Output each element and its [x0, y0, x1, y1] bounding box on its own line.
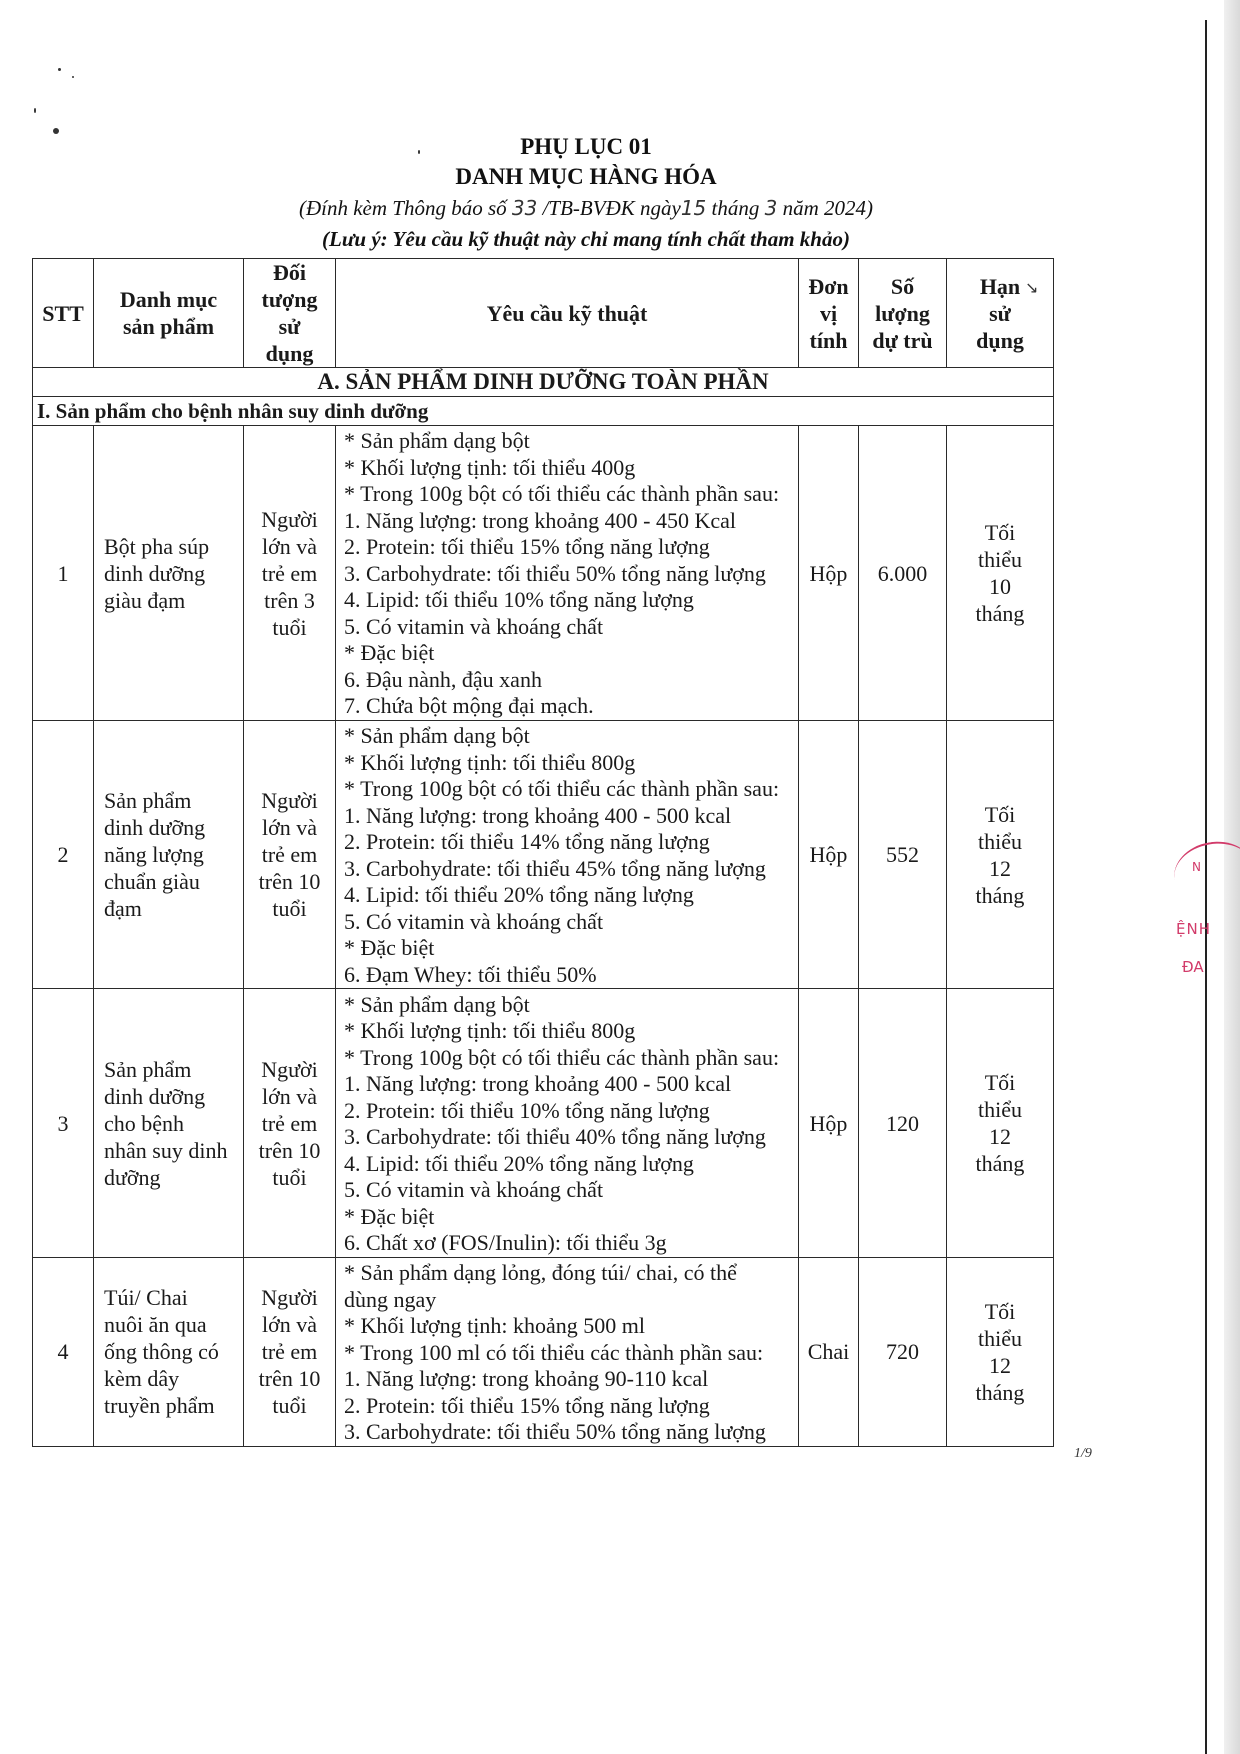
- cell-unit: Hộp: [799, 989, 859, 1258]
- expiry-line: tháng: [975, 601, 1025, 626]
- product-line: Sản phẩm: [104, 1056, 192, 1082]
- target-line: tuổi: [272, 1393, 307, 1419]
- spec-line: 5. Có vitamin và khoáng chất: [344, 908, 604, 934]
- cell-spec: [336, 1258, 799, 1447]
- scan-speck: [72, 76, 74, 78]
- spec-line: 2. Protein: tối thiểu 15% tổng năng lượng: [344, 1392, 710, 1418]
- target-line: Người: [261, 788, 318, 813]
- cell-quantity: 720: [859, 1258, 947, 1447]
- spec-line: 1. Năng lượng: trong khoảng 90-110 kcal: [344, 1366, 709, 1391]
- cell-spec: [336, 426, 799, 721]
- spec-line: 2. Protein: tối thiểu 15% tổng năng lượng: [344, 534, 710, 560]
- target-line: trẻ em: [261, 560, 318, 586]
- spec-line: * Sản phẩm dạng bột: [344, 991, 530, 1017]
- cell-target: [244, 721, 336, 989]
- spec-line: 1. Năng lượng: trong khoảng 400 - 450 Kcal: [344, 507, 736, 533]
- reference-note: (Lưu ý: Yêu cầu kỹ thuật này chỉ mang tính chất tham khảo): [322, 227, 850, 251]
- product-line: Sản phẩm: [104, 788, 192, 813]
- page-number: 1/9: [1074, 1446, 1092, 1461]
- scan-speck: [34, 108, 36, 113]
- spec-line: 1. Năng lượng: trong khoảng 400 - 500 kcal: [344, 802, 732, 828]
- target-line: tuổi: [272, 896, 307, 921]
- expiry-line: tháng: [975, 1151, 1025, 1176]
- spec-line: 2. Protein: tối thiểu 14% tổng năng lượng: [344, 829, 710, 854]
- cell-stt: 4: [33, 1258, 94, 1447]
- handwritten-mark: ↘: [1025, 278, 1039, 297]
- scan-speck: [58, 68, 61, 71]
- product-line: kèm dây: [104, 1366, 180, 1392]
- table-row: [33, 1258, 1054, 1447]
- spec-line: dùng ngay: [344, 1286, 437, 1312]
- cell-expiry: [947, 721, 1054, 989]
- target-line: Người: [261, 1056, 318, 1082]
- spec-line: * Đặc biệt: [344, 640, 435, 666]
- spec-line: 1. Năng lượng: trong khoảng 400 - 500 kcal: [344, 1071, 732, 1096]
- spec-line: * Đặc biệt: [344, 935, 435, 960]
- cell-quantity: 6.000: [859, 426, 947, 721]
- spec-line: 4. Lipid: tối thiểu 20% tổng năng lượng: [344, 882, 694, 907]
- expiry-line: tháng: [975, 1379, 1025, 1405]
- product-line: dinh dưỡng: [104, 1083, 206, 1109]
- spec-line: * Khối lượng tịnh: tối thiểu 800g: [344, 749, 636, 775]
- spec-line: 7. Chứa bột mộng đại mạch.: [344, 693, 594, 719]
- target-line: trẻ em: [261, 842, 318, 867]
- cell-product: [94, 989, 244, 1258]
- spec-line: * Trong 100g bột có tối thiểu các thành phần sau:: [344, 1044, 780, 1070]
- attachment-reference: [0, 195, 1172, 221]
- cell-quantity: 552: [859, 721, 947, 989]
- cell-unit: Hộp: [799, 426, 859, 721]
- cell-expiry: [947, 989, 1054, 1258]
- expiry-line: thiểu: [978, 1097, 1022, 1122]
- cell-target: [244, 426, 336, 721]
- cell-spec: [336, 721, 799, 989]
- goods-table: [32, 258, 1054, 1447]
- product-line: dinh dưỡng: [104, 815, 206, 840]
- expiry-line: thiểu: [978, 1325, 1022, 1351]
- spec-line: * Trong 100g bột có tối thiểu các thành phần sau:: [344, 481, 780, 507]
- attachment-suffix: năm 2024): [777, 196, 874, 220]
- product-line: Bột pha súp: [104, 533, 210, 559]
- spec-line: 4. Lipid: tối thiểu 20% tổng năng lượng: [344, 1150, 694, 1176]
- product-line: giàu đạm: [104, 587, 186, 613]
- stamp-text: N: [1192, 860, 1201, 874]
- spec-line: 3. Carbohydrate: tối thiểu 40% tổng năng lượng: [344, 1124, 766, 1149]
- subsection-i-heading: I. Sản phẩm cho bệnh nhân suy dinh dưỡng: [33, 397, 1054, 426]
- expiry-line: tháng: [975, 882, 1025, 908]
- target-line: trên 10: [258, 869, 321, 894]
- expiry-line: 10: [989, 574, 1011, 599]
- spec-line: * Trong 100 ml có tối thiểu các thành phần sau:: [344, 1339, 764, 1365]
- product-line: nuôi ăn qua: [104, 1312, 207, 1338]
- expiry-line: Tối: [984, 1070, 1016, 1095]
- attachment-mid: tháng: [706, 196, 765, 220]
- spec-line: * Đặc biệt: [344, 1203, 435, 1229]
- product-line: cho bệnh: [104, 1110, 185, 1136]
- notice-day: 15: [680, 196, 707, 220]
- cell-unit: Chai: [799, 1258, 859, 1447]
- target-line: lớn và: [261, 533, 317, 559]
- target-line: trên 10: [258, 1137, 321, 1163]
- spec-line: * Khối lượng tịnh: tối thiểu 400g: [344, 454, 636, 480]
- expiry-line: 12: [989, 855, 1011, 881]
- cell-spec: [336, 989, 799, 1258]
- product-line: chuẩn giàu: [104, 869, 200, 894]
- expiry-line: thiểu: [978, 547, 1022, 572]
- stamp-text: ỆNH: [1176, 920, 1211, 938]
- expiry-line: Tối: [984, 801, 1016, 827]
- target-line: trẻ em: [261, 1339, 318, 1365]
- table-row: [33, 989, 1054, 1258]
- spec-line: * Khối lượng tịnh: tối thiểu 800g: [344, 1018, 636, 1043]
- product-line: năng lượng: [104, 842, 204, 867]
- expiry-line: 12: [989, 1352, 1011, 1378]
- spec-line: 6. Đậu nành, đậu xanh: [344, 666, 542, 692]
- target-line: trên 10: [258, 1366, 321, 1392]
- target-line: Người: [261, 1285, 318, 1311]
- cell-stt: 1: [33, 426, 94, 721]
- col-header-stt: STT: [33, 259, 94, 368]
- notice-month: 3: [764, 196, 778, 220]
- product-line: dưỡng: [104, 1164, 161, 1190]
- product-line: dinh dưỡng: [104, 560, 206, 586]
- target-line: lớn và: [261, 1312, 317, 1338]
- cell-stt: 3: [33, 989, 94, 1258]
- spec-line: 2. Protein: tối thiểu 10% tổng năng lượng: [344, 1097, 710, 1123]
- spec-line: * Sản phẩm dạng bột: [344, 428, 530, 454]
- spec-line: * Sản phẩm dạng lỏng, đóng túi/ chai, có thể: [344, 1260, 737, 1285]
- stamp-text: ĐA: [1182, 958, 1204, 976]
- section-a-heading: A. SẢN PHẨM DINH DƯỠNG TOÀN PHẦN: [33, 368, 1054, 397]
- spec-line: * Trong 100g bột có tối thiểu các thành phần sau:: [344, 776, 780, 801]
- notice-number: 33: [511, 196, 538, 220]
- subsection-row: [33, 397, 1054, 426]
- target-line: lớn và: [261, 1083, 317, 1109]
- spec-line: 4. Lipid: tối thiểu 10% tổng năng lượng: [344, 587, 694, 613]
- cell-product: [94, 721, 244, 989]
- expiry-line: Tối: [984, 1298, 1016, 1324]
- attachment-mid: /TB-BVĐK ngày: [537, 196, 681, 220]
- cell-product: [94, 426, 244, 721]
- target-line: tuổi: [272, 614, 307, 640]
- spec-line: 5. Có vitamin và khoáng chất: [344, 613, 604, 639]
- cell-unit: Hộp: [799, 721, 859, 989]
- table-header-row: [33, 259, 1054, 368]
- col-header-target: Đối tượng sử dụng: [244, 259, 336, 368]
- list-title: DANH MỤC HÀNG HÓA: [455, 164, 717, 189]
- spec-line: * Sản phẩm dạng bột: [344, 723, 530, 748]
- appendix-title: PHỤ LỤC 01: [520, 134, 652, 159]
- product-line: truyền phẩm: [104, 1393, 215, 1419]
- stamp-arc: [1169, 836, 1240, 911]
- target-line: trên 3: [264, 587, 315, 613]
- cell-stt: 2: [33, 721, 94, 989]
- expiry-line: thiểu: [978, 828, 1022, 854]
- target-line: trẻ em: [261, 1110, 318, 1136]
- spec-line: 6. Chất xơ (FOS/Inulin): tối thiểu 3g: [344, 1230, 667, 1255]
- cell-expiry: [947, 426, 1054, 721]
- col-header-expiry: Hạn sử dụng: [947, 259, 1054, 368]
- cell-product: [94, 1258, 244, 1447]
- target-line: tuổi: [272, 1164, 307, 1190]
- target-line: Người: [261, 506, 318, 532]
- section-row: [33, 368, 1054, 397]
- product-line: đạm: [104, 896, 142, 921]
- expiry-line: Tối: [984, 520, 1016, 545]
- red-stamp-fragment: [1170, 820, 1230, 980]
- col-header-unit: Đơn vị tính: [799, 259, 859, 368]
- col-header-product: Danh mục sản phẩm: [94, 259, 244, 368]
- table-row: [33, 426, 1054, 721]
- cell-target: [244, 989, 336, 1258]
- spec-line: 3. Carbohydrate: tối thiểu 45% tổng năng lượng: [344, 855, 766, 881]
- table-row: [33, 721, 1054, 989]
- attachment-prefix: (Đính kèm Thông báo số: [298, 196, 512, 220]
- spec-line: * Khối lượng tịnh: khoảng 500 ml: [344, 1313, 645, 1338]
- expiry-line: 12: [989, 1124, 1011, 1149]
- spec-line: 6. Đạm Whey: tối thiểu 50%: [344, 961, 597, 987]
- spec-line: 3. Carbohydrate: tối thiểu 50% tổng năng lượng: [344, 1419, 766, 1444]
- product-line: nhân suy dinh: [104, 1137, 228, 1163]
- cell-expiry: [947, 1258, 1054, 1447]
- spec-line: 5. Có vitamin và khoáng chất: [344, 1177, 604, 1202]
- product-line: ống thông có: [104, 1339, 219, 1365]
- product-line: Túi/ Chai: [104, 1285, 188, 1311]
- target-line: lớn và: [261, 815, 317, 840]
- col-header-quantity: Số lượng dự trù: [859, 259, 947, 368]
- cell-target: [244, 1258, 336, 1447]
- cell-quantity: 120: [859, 989, 947, 1258]
- col-header-spec: Yêu cầu kỹ thuật: [336, 259, 799, 368]
- spec-line: 3. Carbohydrate: tối thiểu 50% tổng năng lượng: [344, 560, 766, 586]
